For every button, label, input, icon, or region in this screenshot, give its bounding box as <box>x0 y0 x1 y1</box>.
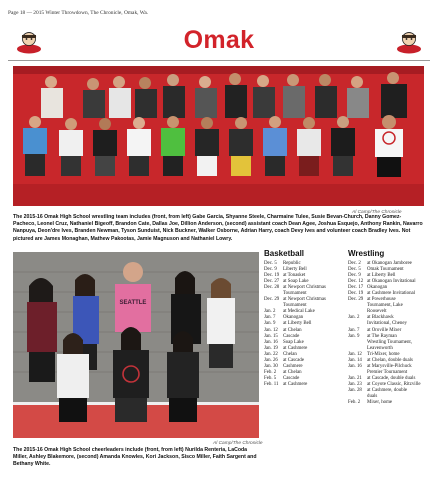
schedule-date: Feb. 2 <box>264 369 277 375</box>
cheerleader-photo-caption: The 2015-16 Omak High School cheerleaders include (front, from left) Nurilda Renteria, LaCoda Miller, Ashley Blakemore, (second) Amanda Knowles, Kori Jackson, Sisco Miller, Faith Sargent and Bethany White. <box>13 447 257 468</box>
schedule-opponent: Tournament <box>283 303 307 309</box>
schedule-opponent: at Marysville-Pilchuck <box>367 363 412 369</box>
schedule-row <box>348 400 430 406</box>
schedule-opponent: at Chelan <box>283 327 302 333</box>
schedule-opponent: at Chelan, double duals <box>367 357 413 363</box>
schedule-opponent: Wrestling Tournament, <box>367 339 413 345</box>
schedule-date: Dec. 29 <box>264 297 280 303</box>
schedule-opponent: Soap Lake <box>283 339 304 345</box>
schedule-opponent: at Okanogan Invitational <box>367 279 416 285</box>
photo-credit: Al Camp/The Chronicle <box>352 210 402 215</box>
schedule-date: Jan. 23 <box>348 381 362 387</box>
schedule-opponent: Republic <box>283 261 301 266</box>
divider <box>8 60 430 61</box>
wrestling-photo-caption: The 2015-16 Omak High School wrestling team includes (front, from left) Gabe Garcia, Shyanne Steele, Charmaine Tulee, Susie Bevan-Church, Danny Gomez-Pacheco, Leonel Cruz, Nathaniel Bigeoff, Brandon Cate, Dallas Joe, Dillion Anderson, (second) assistant coach Dean Agee, Joshua Esquejo, Anthony Rankin, Navarro Nanpuya, Deon'dre Ives, Branden Newman, Tyson Sunduist, Nick Buckner, Walker Osborne, Adrian Harry, coach Devy Ives and volunteer coach Bradley Ives. Not pictured are James Monaghan, Mathew Pakootas, Jamie Magnuson and Nathaniel Lowry. <box>13 214 423 242</box>
schedule-date: Feb. 11 <box>264 381 279 387</box>
schedule-date: Jan. 12 <box>348 351 362 357</box>
wrestling-heading: Wrestling <box>348 249 385 258</box>
schedule-date: Feb. 5 <box>264 375 277 381</box>
schedule-date: Dec. 5 <box>264 261 277 266</box>
schedule-opponent: at Cascade <box>283 357 305 363</box>
basketball-heading: Basketball <box>264 249 305 258</box>
schedule-date: Dec. 2 <box>348 261 361 266</box>
schedule-opponent: at Cashmere, double <box>367 387 408 393</box>
schedule-date: Dec. 9 <box>348 273 361 279</box>
schedule-date: Jan. 21 <box>348 375 362 381</box>
schedule-date: Jan. 16 <box>264 339 278 345</box>
schedule-opponent: Cascade <box>283 333 300 339</box>
schedule-date: Jan. 28 <box>348 387 362 393</box>
schedule-opponent: duals <box>367 394 378 400</box>
schedule-date: Dec. 19 <box>348 291 364 297</box>
schedule-opponent: at Medical Lake <box>283 309 315 315</box>
schedule-opponent: Okanogan <box>367 285 388 291</box>
seattle-shirt-text: SEATTLE <box>119 300 147 306</box>
schedule-opponent: at The Rayman <box>367 333 397 339</box>
schedule-date: Jan. 9 <box>348 333 360 339</box>
schedule-date: Jan. 2 <box>264 309 276 315</box>
schedule-opponent: at Newport Christmas <box>283 285 326 291</box>
schedule-opponent: at Liberty Bell <box>283 321 312 327</box>
schedule-date: Jan. 15 <box>264 333 278 339</box>
schedule-opponent: Liberty Bell <box>283 267 307 273</box>
schedule-opponent: at Cashmere <box>283 345 308 351</box>
schedule-date: Jan. 30 <box>264 363 278 369</box>
schedule-opponent: Cascade <box>283 375 300 381</box>
schedule-opponent: at Powerhouse <box>367 297 396 303</box>
schedule-opponent: at Okanogan Jamboree <box>367 261 412 266</box>
schedule-opponent: at Cashmere Invitational <box>367 291 416 297</box>
schedule-date: Jan. 12 <box>264 327 278 333</box>
schedule-date: Dec. 29 <box>348 297 364 303</box>
schedule-opponent: at Tonasket <box>283 273 306 279</box>
basketball-schedule <box>264 249 346 388</box>
schedule-opponent: Omak Tournament <box>367 267 404 273</box>
schedule-opponent: at Coyote Classic, Ritzville <box>367 381 421 387</box>
cheerleader-photo <box>13 252 259 438</box>
schedule-opponent: at Chelan <box>283 369 302 375</box>
schedule-opponent: at Liberty Bell <box>367 273 396 279</box>
schedule-date: Jan. 2 <box>348 315 360 321</box>
schedule-opponent: at Newport Christmas <box>283 297 326 303</box>
schedule-opponent: at Blackhawk <box>367 315 394 321</box>
schedule-date: Feb. 2 <box>348 400 361 406</box>
schedule-date: Dec. 12 <box>348 279 364 285</box>
wrestling-schedule <box>348 249 430 406</box>
schedule-date: Dec. 28 <box>264 285 280 291</box>
schedule-date: Jan. 7 <box>264 315 276 321</box>
schedule-opponent: Okanogan <box>283 315 304 321</box>
schedule-row <box>264 382 346 388</box>
wrestling-team-photo <box>13 66 424 206</box>
schedule-date: Dec. 5 <box>348 267 361 273</box>
schedule-date: Jan. 26 <box>264 357 278 363</box>
schedule-opponent: at Cashmere <box>283 381 308 387</box>
page-title: Omak <box>183 26 255 54</box>
schedule-date: Dec. 27 <box>264 279 280 285</box>
schedule-opponent: Chelan <box>283 351 297 357</box>
schedule-opponent: Premier Tournament <box>367 369 408 375</box>
schedule-opponent: Leavenworth <box>367 345 393 351</box>
schedule-opponent: Roosevelt <box>367 309 387 315</box>
schedule-opponent: at Oroville Mixer <box>367 327 402 333</box>
schedule-date: Jan. 16 <box>348 363 362 369</box>
schedule-date: Jan. 14 <box>348 357 362 363</box>
schedule-opponent: Invitational, Cheney <box>367 321 407 327</box>
schedule-date: Jan. 9 <box>264 321 276 327</box>
schedule-date: Dec. 9 <box>264 267 277 273</box>
schedule-opponent: Tournament, Lake <box>367 303 403 309</box>
schedule-date: Jan. 7 <box>348 327 360 333</box>
schedule-opponent: Tournament <box>283 291 307 297</box>
schedule-opponent: Cashmere <box>283 363 303 369</box>
schedule-opponent: at Cascade, double duals <box>367 375 416 381</box>
schedule-date: Dec. 19 <box>264 273 280 279</box>
schedule-date: Dec. 17 <box>348 285 364 291</box>
schedule-opponent: at Soap Lake <box>283 279 309 285</box>
schedule-opponent: Tri-Mixer, home <box>367 351 400 357</box>
photo-credit: Al Camp/The Chronicle <box>213 441 263 446</box>
schedule-date: Jan. 19 <box>264 345 278 351</box>
page-header: Page 18 — 2015 Winter Throwdown, The Chronicle, Omak, Wa. <box>8 10 149 16</box>
schedule-date: Jan. 22 <box>264 351 278 357</box>
schedule-opponent: Mixer, home <box>367 400 393 406</box>
